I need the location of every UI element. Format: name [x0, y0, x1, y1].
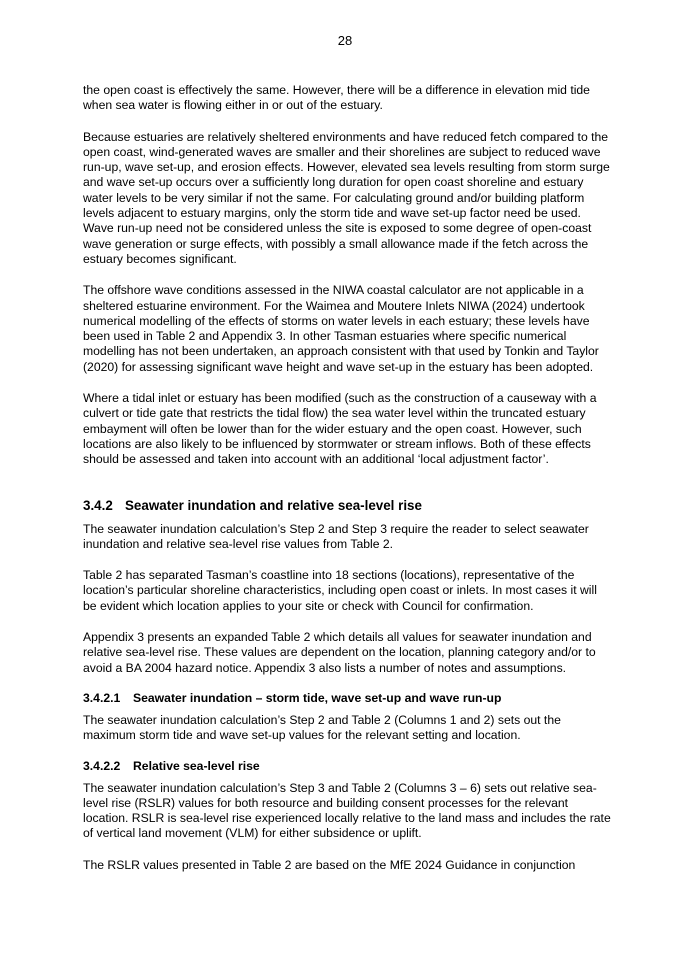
paragraph-step-2-3: The seawater inundation calculation’s Step 2 and Step 3 require the reader to select seawater inundation and relative sea-level rise values from Table 2.: [83, 521, 589, 551]
subsection-heading-3-4-2-2: [83, 759, 613, 774]
subsection-number: 3.4.2.1: [83, 690, 121, 705]
paragraph-rslr: The seawater inundation calculation’s Step 3 and Table 2 (Columns 3 – 6) sets out relative sea-level rise (RSLR) values for both resource and building consent processes for the relevant location. RSLR is sea-level rise experienced locally relative to the land mass and includes the rate of vertical land movement (VLM) for either subsidence or uplift.: [83, 780, 611, 841]
subsection-title: Seawater inundation – storm tide, wave set-up and wave run-up: [133, 690, 502, 705]
subsection-heading-3-4-2-1: [83, 691, 613, 706]
paragraph-offshore-wave-conditions: The offshore wave conditions assessed in the NIWA coastal calculator are not applicable in a sheltered estuarine environment. For the Waimea and Moutere Inlets NIWA (2024) undertook numerical modelling of the effects of storms on water levels in each estuary; these levels have been used in Table 2 and Appendix 3. In other Tasman estuaries where specific numerical modelling has not been undertaken, an approach consistent with that used by Tonkin and Taylor (2020) for assessing significant wave height and wave set-up in the estuary has been adopted.: [83, 283, 599, 374]
section-heading-3-4-2: [83, 498, 613, 514]
subsection-title: Relative sea-level rise: [133, 758, 260, 773]
paragraph-rslr-values: The RSLR values presented in Table 2 are based on the MfE 2024 Guidance in conjunction: [83, 857, 576, 872]
paragraph-sheltered-estuaries: Because estuaries are relatively sheltered environments and have reduced fetch compared to the open coast, wind-generated waves are smaller and their shorelines are subject to reduced wave run-up, wave set-up, and erosion effects. However, elevated sea levels resulting from storm surge and wave set-up occurs over a sufficiently long duration for open coast shoreline and estuary water levels to be very similar if not the same. For calculating ground and/or building platform levels adjacent to estuary margins, only the storm tide and wave set-up factor need be used. Wave run-up need not be considered unless the site is exposed to some degree of open-coast wave generation or surge effects, with possibly a small allowance made if the fetch across the estuary becomes significant.: [83, 129, 610, 266]
section-number: 3.4.2: [83, 497, 113, 513]
section-title: Seawater inundation and relative sea-level rise: [125, 497, 422, 513]
page-number: 28: [337, 33, 353, 48]
paragraph-storm-tide: The seawater inundation calculation’s Step 2 and Table 2 (Columns 1 and 2) sets out the maximum storm tide and wave set-up values for the relevant setting and location.: [83, 712, 561, 743]
paragraph-estuary-elevation: the open coast is effectively the same. However, there will be a difference in elevation mid tide when sea water is flowing either in or out of the estuary.: [83, 83, 590, 113]
paragraph-appendix-3: Appendix 3 presents an expanded Table 2 which details all values for seawater inundation and relative sea-level rise. These values are dependent on the location, planning category and/or to avoid a BA 2004 hazard notice. Appendix 3 also lists a number of notes and assumptions.: [83, 630, 596, 675]
page-content: [83, 83, 613, 873]
paragraph-modified-inlets: Where a tidal inlet or estuary has been modified (such as the construction of a causeway with a culvert or tide gate that restricts the tidal flow) the sea water level within the truncated estuary embayment will often be lower than for the wider estuary and the open coast. However, such locations are also likely to be influenced by stormwater or stream inflows. Both of these effects should be assessed and taken into account with an additional ‘local adjustment factor’.: [83, 391, 597, 467]
subsection-number: 3.4.2.2: [83, 758, 121, 773]
paragraph-table-2-sections: Table 2 has separated Tasman’s coastline into 18 sections (locations), representative of the location’s particular shoreline characteristics, including open coast or inlets. In most cases it will be evident which location applies to your site or check with Council for confirmation.: [83, 568, 597, 613]
